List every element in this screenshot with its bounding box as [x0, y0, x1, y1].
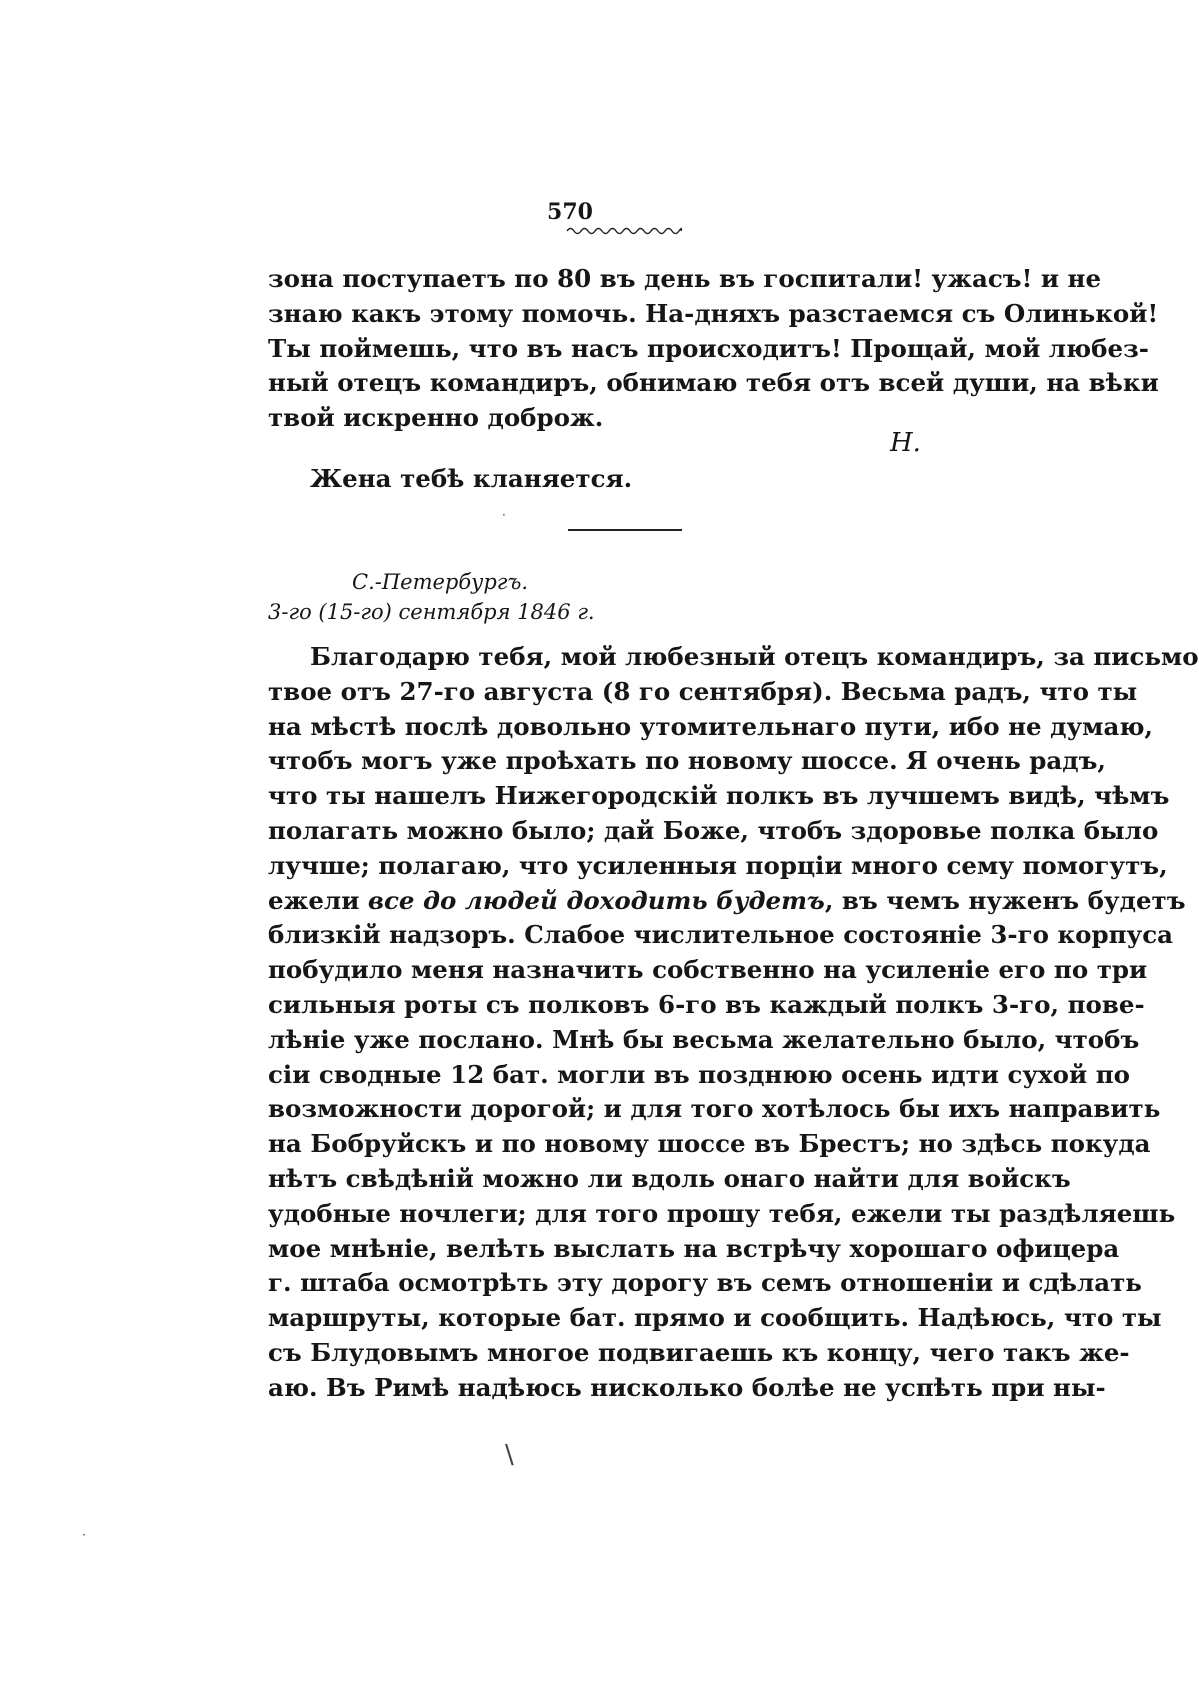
text-line: Благодарю тебя, мой любезный отецъ командиръ, за письмо — [310, 642, 1199, 671]
text-line: сильныя роты съ полковъ 6-го въ каждый полкъ 3-го, пове- — [268, 989, 1145, 1019]
text-line: чтобъ могъ уже проѣхать по новому шоссе. Я очень радъ, — [268, 746, 1106, 776]
text-line: мое мнѣніе, велѣть выслать на встрѣчу хорошаго офицера — [268, 1233, 1120, 1263]
text-line: знаю какъ этому помочь. На-дняхъ разстаемся съ Олинькой! — [268, 298, 1159, 328]
text-line: лучше; полагаю, что усиленныя порціи много сему помогутъ, — [268, 850, 1168, 880]
wavy-rule-ornament — [567, 226, 681, 236]
text-line: аю. Въ Римѣ надѣюсь нисколько болѣе не успѣть при ны- — [268, 1372, 1106, 1402]
text-line: на мѣстѣ послѣ довольно утомительнаго пути, ибо не думаю, — [268, 711, 1153, 741]
text-line: удобные ночлеги; для того прошу тебя, ежели ты раздѣляешь — [268, 1198, 1176, 1228]
postscript: Жена тебѣ кланяется. — [310, 464, 633, 493]
page-number: 570 — [547, 199, 593, 225]
text-line: Ты поймешь, что въ насъ происходитъ! Прощай, мой любез- — [268, 333, 1149, 363]
text-line: маршруты, которые бат. прямо и сообщить. Надѣюсь, что ты — [268, 1303, 1162, 1333]
text-run: , въ чемъ нуженъ будетъ — [824, 885, 1186, 915]
letter-body-paragraph — [268, 640, 1199, 1406]
text-line: что ты нашелъ Нижегородскій полкъ въ лучшемъ видѣ, чѣмъ — [268, 781, 1170, 811]
text-line: твое отъ 27-го августа (8 го сентября). Весьма радъ, что ты — [268, 676, 1138, 706]
italic-emphasis: все до людей доходить будетъ — [367, 885, 825, 915]
text-line: полагать можно было; дай Боже, чтобъ здоровье полка было — [268, 815, 1159, 845]
text-line: лѣніе уже послано. Мнѣ бы весьма желательно было, чтобъ — [268, 1024, 1140, 1054]
section-divider — [568, 529, 682, 531]
text-line: нѣтъ свѣдѣній можно ли вдоль онаго найти для войскъ — [268, 1163, 1071, 1193]
text-line: г. штаба осмотрѣть эту дорогу въ семъ отношеніи и сдѣлать — [268, 1268, 1142, 1298]
text-line: съ Блудовымъ многое подвигаешь къ концу, чего такъ же- — [268, 1337, 1130, 1367]
text-line: ный отецъ командиръ, обнимаю тебя отъ всей души, на вѣки — [268, 368, 1159, 398]
text-line: близкій надзоръ. Слабое числительное состояніе 3-го корпуса — [268, 920, 1174, 950]
signature-initial: Н. — [890, 428, 921, 458]
letter-end-paragraph — [268, 262, 1159, 436]
text-line: возможности дорогой; и для того хотѣлось бы ихъ направить — [268, 1094, 1161, 1124]
text-line: на Бобруйскъ и по новому шоссе въ Брестъ; но здѣсь покуда — [268, 1129, 1151, 1159]
text-line: побудило меня назначить собственно на усиленіе его по три — [268, 955, 1148, 985]
stray-print-mark: \ — [505, 1440, 514, 1470]
text-line: твой искренно доброж. — [268, 403, 604, 433]
letter-place: С.-Петербургъ. — [352, 570, 529, 594]
stray-print-mark: · — [82, 1528, 86, 1542]
text-run: ежели — [268, 885, 368, 915]
stray-print-mark: · — [502, 508, 506, 522]
letter-date: 3-го (15-го) сентября 1846 г. — [268, 600, 595, 624]
text-line: сіи сводные 12 бат. могли въ позднюю осень идти сухой по — [268, 1059, 1130, 1089]
text-line: зона поступаетъ по 80 въ день въ госпитали! ужасъ! и не — [268, 264, 1102, 293]
text-line-with-italic — [268, 884, 1186, 919]
